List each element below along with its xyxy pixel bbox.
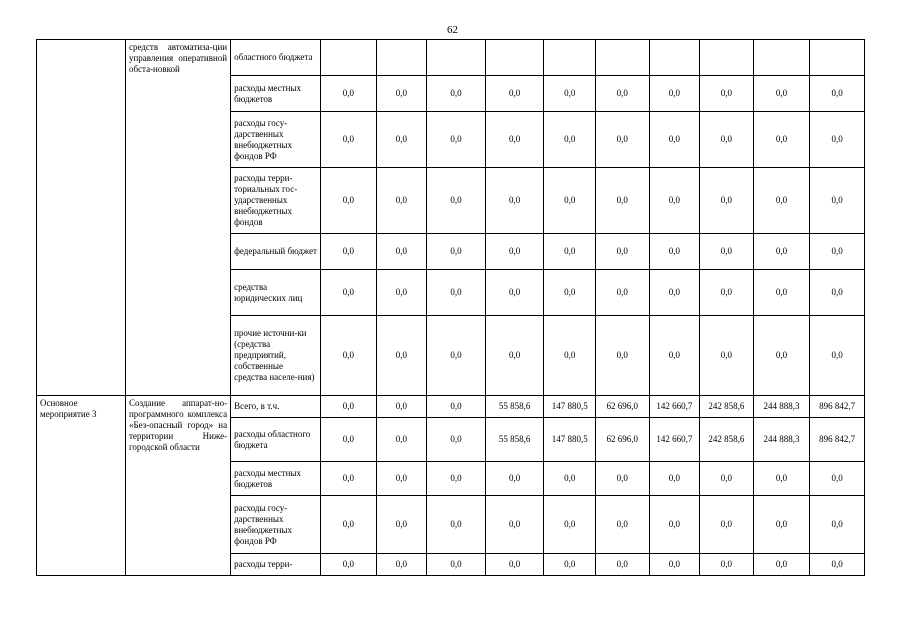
value-cell: 0,0 xyxy=(596,462,650,496)
value-cell: 0,0 xyxy=(321,168,377,234)
value-cell: 0,0 xyxy=(810,270,865,316)
value-cell: 0,0 xyxy=(649,76,700,112)
value-cell: 0,0 xyxy=(427,112,486,168)
value-cell: 0,0 xyxy=(649,168,700,234)
value-cell: 0,0 xyxy=(596,234,650,270)
value-cell: 0,0 xyxy=(544,316,596,396)
value-cell: 0,0 xyxy=(810,554,865,576)
value-cell: 0,0 xyxy=(649,270,700,316)
table-row xyxy=(37,396,865,418)
value-cell: 0,0 xyxy=(321,112,377,168)
value-cell: 0,0 xyxy=(753,168,810,234)
description-cell xyxy=(125,396,230,576)
value-cell: 0,0 xyxy=(753,462,810,496)
value-cell: 0,0 xyxy=(544,234,596,270)
value-cell: 0,0 xyxy=(544,554,596,576)
value-cell: 244 888,3 xyxy=(753,396,810,418)
value-cell: 0,0 xyxy=(321,76,377,112)
value-cell: 0,0 xyxy=(485,270,544,316)
value-cell: 142 660,7 xyxy=(649,418,700,462)
value-cell: 0,0 xyxy=(427,168,486,234)
value-cell: 0,0 xyxy=(810,462,865,496)
value-cell: 0,0 xyxy=(427,234,486,270)
value-cell: 242 858,6 xyxy=(700,396,754,418)
value-cell: 0,0 xyxy=(596,496,650,554)
value-cell: 0,0 xyxy=(700,112,754,168)
value-cell: 0,0 xyxy=(376,496,427,554)
value-cell: 0,0 xyxy=(321,462,377,496)
value-cell: 0,0 xyxy=(753,76,810,112)
value-cell: 0,0 xyxy=(321,496,377,554)
value-cell: 0,0 xyxy=(544,112,596,168)
value-cell: 896 842,7 xyxy=(810,396,865,418)
value-cell: 0,0 xyxy=(427,270,486,316)
value-cell: 896 842,7 xyxy=(810,418,865,462)
description-text: средств автоматиза-ции управления оперативной обста-новкой xyxy=(128,42,228,74)
funding-source-cell: средства юридических лиц xyxy=(231,270,321,316)
value-cell: 0,0 xyxy=(427,554,486,576)
value-cell: 55 858,6 xyxy=(485,396,544,418)
value-cell: 62 696,0 xyxy=(596,396,650,418)
value-cell: 244 888,3 xyxy=(753,418,810,462)
funding-source-cell: областного бюджета xyxy=(231,40,321,76)
value-cell: 0,0 xyxy=(753,554,810,576)
funding-source-cell: расходы госу-дарственных внебюджетных фондов РФ xyxy=(231,112,321,168)
value-cell: 0,0 xyxy=(810,234,865,270)
funding-source-cell: расходы терри-ториальных гос-ударственных внебюджетных фондов xyxy=(231,168,321,234)
value-cell: 0,0 xyxy=(376,168,427,234)
value-cell: 0,0 xyxy=(700,462,754,496)
value-cell: 0,0 xyxy=(810,316,865,396)
value-cell: 0,0 xyxy=(810,76,865,112)
page-number: 62 xyxy=(447,24,458,36)
value-cell xyxy=(753,40,810,76)
value-cell: 0,0 xyxy=(649,234,700,270)
description-cell xyxy=(125,40,230,396)
value-cell: 0,0 xyxy=(544,462,596,496)
value-cell: 0,0 xyxy=(321,234,377,270)
value-cell: 0,0 xyxy=(485,554,544,576)
value-cell: 0,0 xyxy=(596,112,650,168)
value-cell: 0,0 xyxy=(700,76,754,112)
value-cell: 0,0 xyxy=(700,554,754,576)
value-cell: 0,0 xyxy=(485,316,544,396)
value-cell: 0,0 xyxy=(376,396,427,418)
value-cell xyxy=(649,40,700,76)
value-cell: 0,0 xyxy=(596,316,650,396)
table-body xyxy=(37,40,865,576)
funding-source-cell: расходы местных бюджетов xyxy=(231,462,321,496)
budget-table xyxy=(36,39,865,576)
value-cell: 0,0 xyxy=(596,270,650,316)
value-cell: 0,0 xyxy=(485,168,544,234)
value-cell: 0,0 xyxy=(700,270,754,316)
value-cell: 0,0 xyxy=(485,234,544,270)
funding-source-cell: расходы терри- xyxy=(231,554,321,576)
value-cell: 0,0 xyxy=(700,496,754,554)
value-cell: 62 696,0 xyxy=(596,418,650,462)
value-cell xyxy=(544,40,596,76)
value-cell: 0,0 xyxy=(427,76,486,112)
description-text: Создание аппарат-но-программного комплекса «Без-опасный город» на территории Ниже-городской области xyxy=(128,398,228,452)
value-cell: 0,0 xyxy=(427,462,486,496)
value-cell: 0,0 xyxy=(544,76,596,112)
value-cell xyxy=(596,40,650,76)
value-cell: 0,0 xyxy=(376,270,427,316)
value-cell: 0,0 xyxy=(485,462,544,496)
value-cell: 0,0 xyxy=(376,112,427,168)
funding-source-cell: прочие источни-ки (средства предприятий, собственные средства населе-ния) xyxy=(231,316,321,396)
value-cell: 0,0 xyxy=(544,496,596,554)
value-cell: 0,0 xyxy=(485,496,544,554)
table-row xyxy=(37,40,865,76)
funding-source-cell: расходы местных бюджетов xyxy=(231,76,321,112)
value-cell: 0,0 xyxy=(321,418,377,462)
value-cell: 0,0 xyxy=(376,316,427,396)
value-cell: 0,0 xyxy=(427,418,486,462)
value-cell: 0,0 xyxy=(376,76,427,112)
value-cell: 142 660,7 xyxy=(649,396,700,418)
funding-source-cell: Всего, в т.ч. xyxy=(231,396,321,418)
value-cell: 0,0 xyxy=(753,112,810,168)
value-cell: 0,0 xyxy=(321,554,377,576)
value-cell: 0,0 xyxy=(596,76,650,112)
value-cell xyxy=(321,40,377,76)
value-cell: 0,0 xyxy=(753,270,810,316)
value-cell: 147 880,5 xyxy=(544,418,596,462)
event-name-cell: Основное мероприятие 3 xyxy=(37,396,126,576)
value-cell: 0,0 xyxy=(376,554,427,576)
value-cell: 147 880,5 xyxy=(544,396,596,418)
value-cell: 0,0 xyxy=(649,112,700,168)
value-cell: 0,0 xyxy=(700,234,754,270)
funding-source-cell: расходы госу-дарственных внебюджетных фондов РФ xyxy=(231,496,321,554)
value-cell: 0,0 xyxy=(753,316,810,396)
value-cell: 0,0 xyxy=(544,270,596,316)
value-cell: 0,0 xyxy=(427,396,486,418)
value-cell: 0,0 xyxy=(376,462,427,496)
value-cell xyxy=(485,40,544,76)
value-cell: 0,0 xyxy=(427,496,486,554)
value-cell: 0,0 xyxy=(700,316,754,396)
value-cell xyxy=(810,40,865,76)
funding-source-cell: расходы областного бюджета xyxy=(231,418,321,462)
value-cell xyxy=(376,40,427,76)
value-cell: 0,0 xyxy=(376,234,427,270)
value-cell xyxy=(700,40,754,76)
value-cell: 0,0 xyxy=(321,316,377,396)
value-cell xyxy=(427,40,486,76)
value-cell: 0,0 xyxy=(596,168,650,234)
value-cell: 0,0 xyxy=(485,112,544,168)
value-cell: 0,0 xyxy=(376,418,427,462)
value-cell: 242 858,6 xyxy=(700,418,754,462)
value-cell: 0,0 xyxy=(753,496,810,554)
value-cell: 0,0 xyxy=(810,496,865,554)
value-cell: 0,0 xyxy=(321,396,377,418)
value-cell: 0,0 xyxy=(810,112,865,168)
value-cell: 0,0 xyxy=(649,316,700,396)
value-cell: 0,0 xyxy=(649,496,700,554)
value-cell: 0,0 xyxy=(649,554,700,576)
value-cell: 0,0 xyxy=(485,76,544,112)
value-cell: 0,0 xyxy=(596,554,650,576)
funding-source-cell: федеральный бюджет xyxy=(231,234,321,270)
value-cell: 0,0 xyxy=(544,168,596,234)
value-cell: 0,0 xyxy=(649,462,700,496)
value-cell: 0,0 xyxy=(700,168,754,234)
event-name-cell xyxy=(37,40,126,396)
value-cell: 0,0 xyxy=(321,270,377,316)
value-cell: 0,0 xyxy=(427,316,486,396)
value-cell: 55 858,6 xyxy=(485,418,544,462)
value-cell: 0,0 xyxy=(753,234,810,270)
value-cell: 0,0 xyxy=(810,168,865,234)
